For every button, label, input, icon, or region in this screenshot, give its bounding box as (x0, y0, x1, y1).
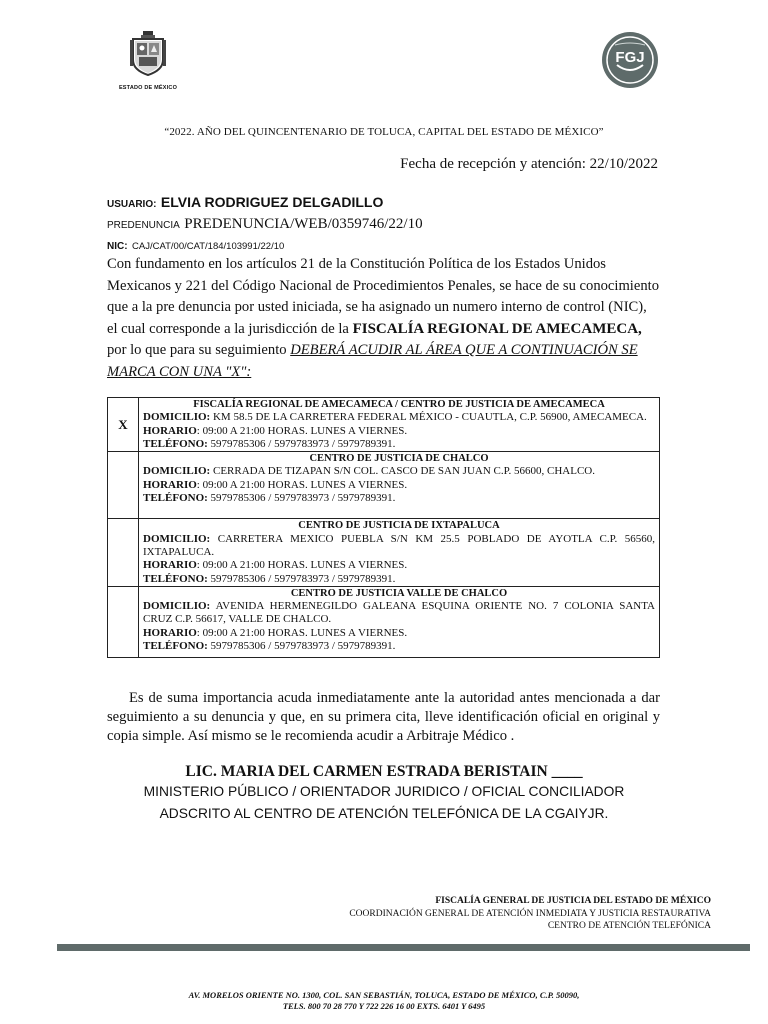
office-cell (139, 452, 660, 519)
fiscalia-name: FISCALÍA REGIONAL DE AMECAMECA, (352, 320, 642, 337)
intro-paragraph (107, 254, 660, 383)
office-hours: HORARIO: 09:00 A 21:00 HORAS. LUNES A VIERNES. (143, 478, 408, 491)
fgj-badge-icon (601, 31, 659, 89)
instruction-text: DEBERÁ ACUDIR AL ÁREA QUE A CONTINUACIÓN SE MARCA CON UNA "X": (107, 342, 638, 380)
office-address: DOMICILIO: CARRETERA MEXICO PUEBLA S/N KM 25.5 POBLADO DE AYOTLA C.P. 56560, IXTAPALUCA. (143, 532, 656, 558)
closing-paragraph: Es de suma importancia acuda inmediatamente ante la autoridad antes mencionada a dar seguimiento a su denuncia y que, en su primera cita, lleve identificación oficial en original y copia simple. Así mismo se le recomienda acudir a Arbitraje Médico . (107, 690, 660, 744)
office-row (108, 586, 660, 657)
user-value: ELVIA RODRIGUEZ DELGADILLO (160, 194, 384, 210)
nic-value: CAJ/CAT/00/CAT/184/103991/22/10 (132, 241, 285, 252)
footer-divider (57, 944, 750, 951)
office-title: FISCALÍA REGIONAL DE AMECAMECA / CENTRO DE JUSTICIA DE AMECAMECA (193, 399, 605, 410)
office-hours: HORARIO: 09:00 A 21:00 HORAS. LUNES A VIERNES. (143, 424, 408, 437)
office-row (108, 519, 660, 586)
cell-spacer (143, 505, 655, 518)
address-line: AV. MORELOS ORIENTE NO. 1300, COL. SAN SEBASTIÁN, TOLUCA, ESTADO DE MÉXICO, C.P. 50090, (188, 990, 580, 1000)
office-mark: X (108, 398, 139, 452)
office-cell (139, 398, 660, 452)
signer-name: LIC. MARIA DEL CARMEN ESTRADA BERISTAIN ____ (185, 763, 583, 780)
office-phone: TELÉFONO: 5979785306 / 5979783973 / 5979789391. (143, 437, 396, 450)
org-line-fiscalia: FISCALÍA GENERAL DE JUSTICIA DEL ESTADO DE MÉXICO (435, 896, 711, 906)
state-label: ESTADO DE MÉXICO (118, 85, 178, 91)
coat-of-arms-icon (129, 30, 167, 76)
org-line-coordinacion: COORDINACIÓN GENERAL DE ATENCIÓN INMEDIATA Y JUSTICIA RESTAURATIVA (349, 909, 711, 919)
office-row (108, 452, 660, 519)
cell-spacer (143, 653, 655, 657)
signer-role: MINISTERIO PÚBLICO / ORIENTADOR JURIDICO / OFICIAL CONCILIADOR (143, 784, 625, 799)
user-field (107, 194, 383, 212)
office-address: DOMICILIO: AVENIDA HERMENEGILDO GALEANA ESQUINA ORIENTE NO. 7 COLONIA SANTA CRUZ C.P. 56617, VALLE DE CHALCO. (143, 600, 655, 626)
office-phone: TELÉFONO: 5979785306 / 5979783973 / 5979789391. (143, 572, 396, 585)
office-address: DOMICILIO: CERRADA DE TIZAPAN S/N COL. CASCO DE SAN JUAN C.P. 56600, CHALCO. (143, 465, 595, 478)
year-slogan: “2022. AÑO DEL QUINCENTENARIO DE TOLUCA, CAPITAL DEL ESTADO DE MÉXICO” (164, 126, 604, 138)
office-hours: HORARIO: 09:00 A 21:00 HORAS. LUNES A VIERNES. (143, 626, 408, 639)
office-title: CENTRO DE JUSTICIA DE IXTAPALUCA (298, 520, 500, 532)
intro-text: Con fundamento en los artículos 21 de la Constitución Política de los Estados Unidos Mexicanos y 221 del Código Nacional de Procedimientos Penales, se hace de su conocimiento que a la pre denuncia por usted iniciada, se ha asignado un numero interno de control (NIC), el cual corresponde a la jurisdicción de la (107, 256, 659, 337)
phone-line: TELS. 800 70 28 770 Y 722 226 16 00 EXTS. 6401 Y 6495 (282, 1001, 486, 1011)
fgj-label: FGJ (615, 49, 645, 66)
office-row (108, 398, 660, 452)
footer-address (0, 990, 768, 1012)
office-address: DOMICILIO: KM 58.5 DE LA CARRETERA FEDERAL MÉXICO - CUAUTLA, C.P. 56900, AMECAMECA. (143, 411, 647, 424)
office-cell (139, 519, 660, 586)
estado-de-mexico-logo (118, 30, 178, 94)
office-title: CENTRO DE JUSTICIA VALLE DE CHALCO (290, 587, 508, 599)
intro-middle: por lo que para su seguimiento (107, 342, 287, 358)
office-title: CENTRO DE JUSTICIA DE CHALCO (309, 453, 489, 465)
office-mark (108, 519, 139, 586)
office-mark (108, 452, 139, 519)
user-label: USUARIO: (107, 199, 157, 210)
office-cell (139, 586, 660, 657)
office-table (107, 397, 660, 658)
predenuncia-label: PREDENUNCIA (107, 220, 180, 231)
office-mark (108, 586, 139, 657)
office-hours: HORARIO: 09:00 A 21:00 HORAS. LUNES A VIERNES. (143, 559, 408, 572)
office-phone: TELÉFONO: 5979785306 / 5979783973 / 5979789391. (143, 640, 396, 653)
predenuncia-value: PREDENUNCIA/WEB/0359746/22/10 (184, 216, 423, 232)
nic-field (107, 236, 284, 254)
office-phone: TELÉFONO: 5979785306 / 5979783973 / 5979789391. (143, 492, 396, 505)
reception-date: Fecha de recepción y atención: 22/10/2022 (400, 156, 658, 172)
nic-label: NIC: (107, 241, 128, 252)
org-line-centro: CENTRO DE ATENCIÓN TELEFÓNICA (547, 921, 711, 931)
fgj-logo (601, 31, 659, 89)
signer-assignment: ADSCRITO AL CENTRO DE ATENCIÓN TELEFÓNICA DE LA CGAIYJR. (159, 806, 609, 821)
predenuncia-field (107, 215, 423, 233)
